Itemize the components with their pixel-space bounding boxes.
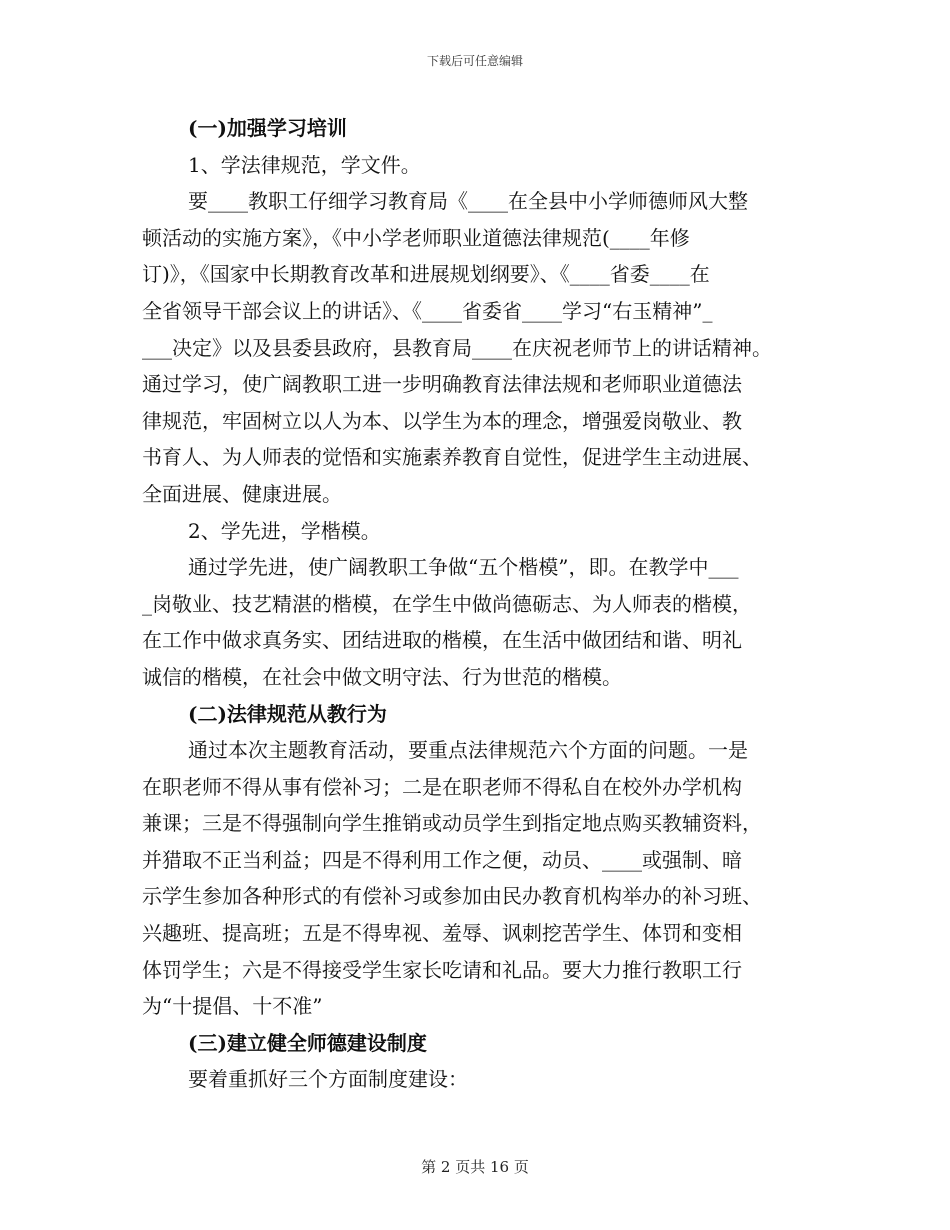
paragraph-line: 通过本次主题教育活动，要重点法律规范六个方面的问题。一是: [188, 738, 748, 763]
paragraph-line: 书育人、为人师表的觉悟和实施素养教育自觉性，促进学生主动进展、: [142, 445, 762, 470]
paragraph-line: 顿活动的实施方案》，《中小学老师职业道德法律规范(____年修: [142, 225, 690, 250]
section-heading: (一)加强学习培训: [188, 116, 347, 140]
paragraph-line: 兼课；三是不得强制向学生推销或动员学生到指定地点购买教辅资料，: [142, 811, 762, 836]
paragraph-line: 兴趣班、提高班；五是不得卑视、羞辱、讽刺挖苦学生、体罚和变相: [142, 921, 742, 946]
paragraph-line: 订)》，《国家中长期教育改革和进展规划纲要》、《____省委____在: [142, 262, 710, 287]
paragraph-line: 要____教职工仔细学习教育局《____在全县中小学师德师风大整: [188, 189, 748, 214]
paragraph-line: 并猎取不正当利益；四是不得利用工作之便，动员、____或强制、暗: [142, 847, 742, 872]
paragraph-line: 示学生参加各种形式的有偿补习或参加由民办教育机构举办的补习班、: [142, 884, 762, 909]
paragraph-line: ___决定》以及县委县政府，县教育局____在庆祝老师节上的讲话精神。: [142, 335, 772, 360]
paragraph-line: 要着重抓好三个方面制度建设：: [188, 1067, 468, 1092]
paragraph-line: _岗敬业、技艺精湛的楷模，在学生中做尚德砺志、为人师表的楷模，: [142, 591, 752, 616]
document-body: [142, 110, 822, 1098]
page-header: 下载后可任意编辑: [426, 54, 523, 68]
paragraph-line: 全省领导干部会议上的讲话》、《____省委省____学习“右玉精神”_: [142, 298, 713, 323]
paragraph-line: 诚信的楷模，在社会中做文明守法、行为世范的楷模。: [142, 664, 622, 689]
page-footer: 第 2 页共 16 页: [421, 1158, 529, 1176]
paragraph-line: 通过学先进，使广阔教职工争做“五个楷模”，即。在教学中___: [188, 555, 739, 580]
paragraph-line: 全面进展、健康进展。: [142, 481, 342, 506]
section-heading: (二)法律规范从教行为: [188, 701, 387, 726]
paragraph-line: 在工作中做求真务实、团结进取的楷模，在生活中做团结和谐、明礼: [142, 628, 742, 653]
paragraph-line: 律规范，牢固树立以人为本、以学生为本的理念，增强爱岗敬业、教: [142, 408, 742, 433]
subsection-heading: 2、学先进，学楷模。: [188, 518, 381, 543]
section-heading: (三)建立健全师德建设制度: [188, 1030, 427, 1055]
subsection-heading: 1、学法律规范，学文件。: [188, 152, 421, 177]
paragraph-line: 为“十提倡、十不准”: [142, 994, 323, 1019]
paragraph-line: 通过学习，使广阔教职工进一步明确教育法律法规和老师职业道德法: [142, 372, 742, 397]
paragraph-line: 在职老师不得从事有偿补习；二是在职老师不得私自在校外办学机构: [142, 774, 742, 799]
paragraph-line: 体罚学生；六是不得接受学生家长吃请和礼品。要大力推行教职工行: [142, 957, 742, 982]
